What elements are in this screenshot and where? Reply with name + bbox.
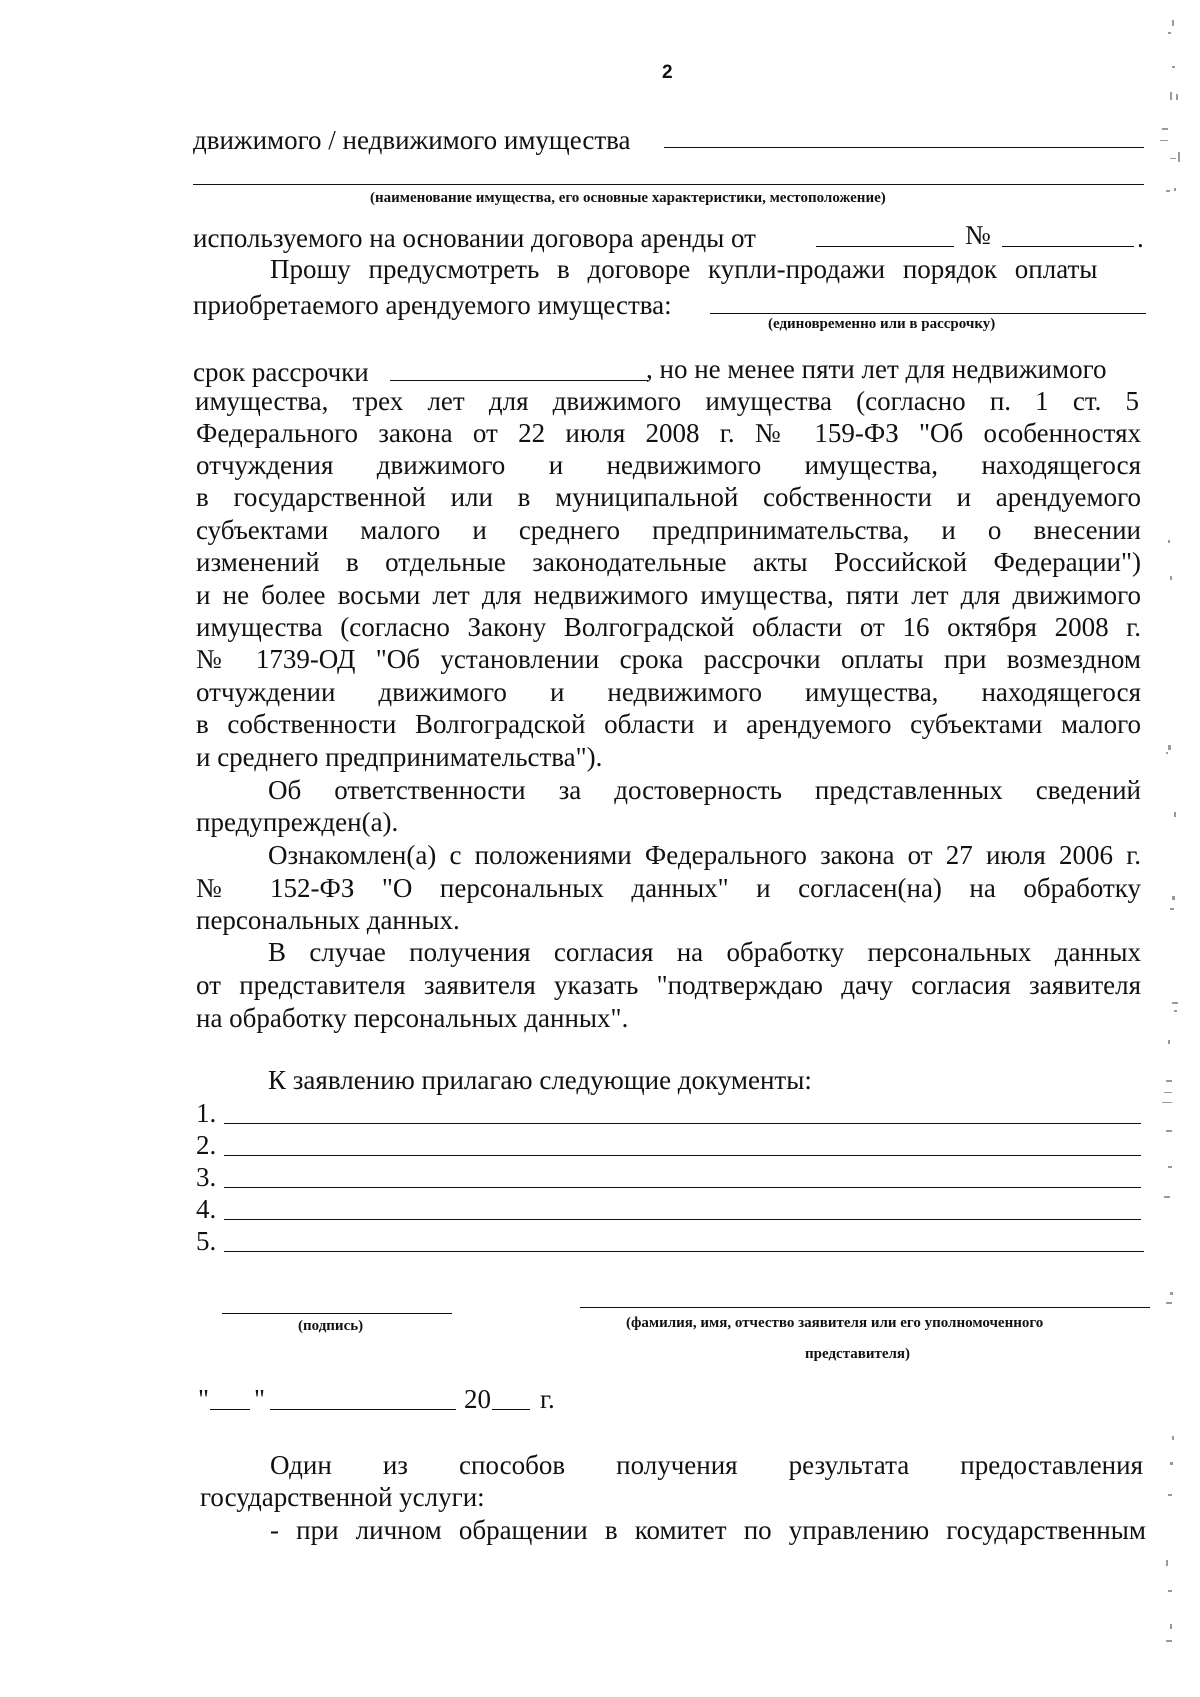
full-name-field[interactable] bbox=[580, 1307, 1150, 1308]
installment-text-13: и среднего предпринимательства"). bbox=[196, 742, 603, 772]
consent-text-3: на обработку персональных данных". bbox=[196, 1003, 629, 1033]
lease-period: . bbox=[1137, 223, 1144, 253]
installment-text-5: в государственной или в муниципальной собственности и арендуемого bbox=[196, 482, 1141, 512]
responsibility-text-1: Об ответственности за достоверность представленных сведений bbox=[268, 775, 1141, 805]
personal-data-text-2: № 152-ФЗ "О персональных данных" и согласен(на) на обработку bbox=[196, 873, 1141, 903]
installment-text-1: , но не менее пяти лет для недвижимого bbox=[646, 354, 1107, 384]
installment-label: срок рассрочки bbox=[193, 357, 369, 387]
property-type-text: движимого / недвижимого имущества bbox=[193, 125, 631, 155]
documents-heading: К заявлению прилагаю следующие документы: bbox=[268, 1065, 812, 1095]
payment-order-text: Прошу предусмотреть в договоре купли-продажи порядок оплаты bbox=[270, 254, 1098, 284]
payment-order-text-2: приобретаемого арендуемого имущества: bbox=[193, 290, 672, 320]
date-quote-close: " bbox=[254, 1384, 266, 1414]
responsibility-text-2: предупрежден(а). bbox=[196, 807, 399, 837]
property-field-line-2[interactable] bbox=[193, 184, 1144, 185]
date-year-suffix: г. bbox=[540, 1384, 555, 1414]
document-field-2[interactable] bbox=[224, 1155, 1141, 1156]
payment-order-line-1 bbox=[270, 254, 1141, 286]
lease-number-field[interactable] bbox=[1002, 246, 1134, 247]
document-field-1[interactable] bbox=[224, 1123, 1141, 1124]
consent-text-2: от представителя заявителя указать "подтверждаю дачу согласия заявителя bbox=[196, 970, 1141, 1000]
installment-text-11: отчуждении движимого и недвижимого имущества, находящегося bbox=[196, 677, 1141, 707]
installment-text-7: изменений в отдельные законодательные акты Российской Федерации") bbox=[196, 547, 1141, 577]
document-number-4: 4. bbox=[196, 1194, 217, 1224]
document-number-1: 1. bbox=[196, 1098, 217, 1128]
installment-text-2: имущества, трех лет для движимого имущества (согласно п. 1 ст. 5 bbox=[195, 386, 1139, 416]
signature-field[interactable] bbox=[222, 1313, 452, 1314]
property-caption: (наименование имущества, его основные характеристики, местоположение) bbox=[370, 190, 886, 206]
installment-text-6: субъектами малого и среднего предпринимательства, и о внесении bbox=[196, 515, 1141, 545]
installment-text-10: № 1739-ОД "Об установлении срока рассрочки оплаты при возмездном bbox=[196, 644, 1141, 674]
signature-caption: (подпись) bbox=[298, 1318, 364, 1334]
installment-term-field[interactable] bbox=[390, 380, 648, 381]
payment-method-caption: (единовременно или в рассрочку) bbox=[768, 316, 996, 332]
payment-method-field[interactable] bbox=[710, 313, 1146, 314]
document-field-5[interactable] bbox=[224, 1251, 1144, 1252]
installment-text-8: и не более восьми лет для недвижимого имущества, пяти лет для движимого bbox=[196, 580, 1141, 610]
installment-text-4: отчуждения движимого и недвижимого имущества, находящегося bbox=[196, 450, 1141, 480]
document-field-3[interactable] bbox=[224, 1187, 1141, 1188]
installment-text-3: Федерального закона от 22 июля 2008 г. № 159-ФЗ "Об особенностях bbox=[196, 418, 1141, 448]
installment-text-12: в собственности Волгоградской области и арендуемого субъектами малого bbox=[196, 709, 1141, 739]
document-number-5: 5. bbox=[196, 1226, 217, 1256]
date-year-field[interactable] bbox=[492, 1409, 530, 1410]
lease-date-field[interactable] bbox=[816, 246, 954, 247]
property-field-line-1[interactable] bbox=[664, 147, 1144, 148]
personal-data-text-1: Ознакомлен(а) с положениями Федерального закона от 27 июля 2006 г. bbox=[268, 840, 1141, 870]
date-month-field[interactable] bbox=[270, 1409, 456, 1410]
lease-number-sign: № bbox=[965, 220, 991, 250]
installment-text-9: имущества (согласно Закону Волгоградской области от 16 октября 2008 г. bbox=[196, 612, 1141, 642]
personal-data-text-3: персональных данных. bbox=[196, 905, 460, 935]
consent-text-1: В случае получения согласия на обработку персональных данных bbox=[268, 937, 1141, 967]
result-methods-text-2: государственной услуги: bbox=[200, 1482, 485, 1512]
document-field-4[interactable] bbox=[224, 1219, 1141, 1220]
date-quote-open: " bbox=[198, 1384, 210, 1414]
date-day-field[interactable] bbox=[210, 1409, 250, 1410]
result-methods-text-1: Один из способов получения результата предоставления bbox=[270, 1450, 1143, 1480]
full-name-caption-1: (фамилия, имя, отчество заявителя или его уполномоченного bbox=[626, 1315, 1044, 1331]
date-year-prefix: 20 bbox=[464, 1384, 491, 1414]
personal-visit-text: - при личном обращении в комитет по управлению государственным bbox=[270, 1515, 1146, 1545]
document-number-2: 2. bbox=[196, 1130, 217, 1160]
document-number-3: 3. bbox=[196, 1162, 217, 1192]
lease-text: используемого на основании договора аренды от bbox=[193, 223, 756, 253]
scan-noise bbox=[1120, 0, 1200, 1697]
full-name-caption-2: представителя) bbox=[805, 1346, 911, 1362]
page-number: 2 bbox=[662, 62, 673, 83]
